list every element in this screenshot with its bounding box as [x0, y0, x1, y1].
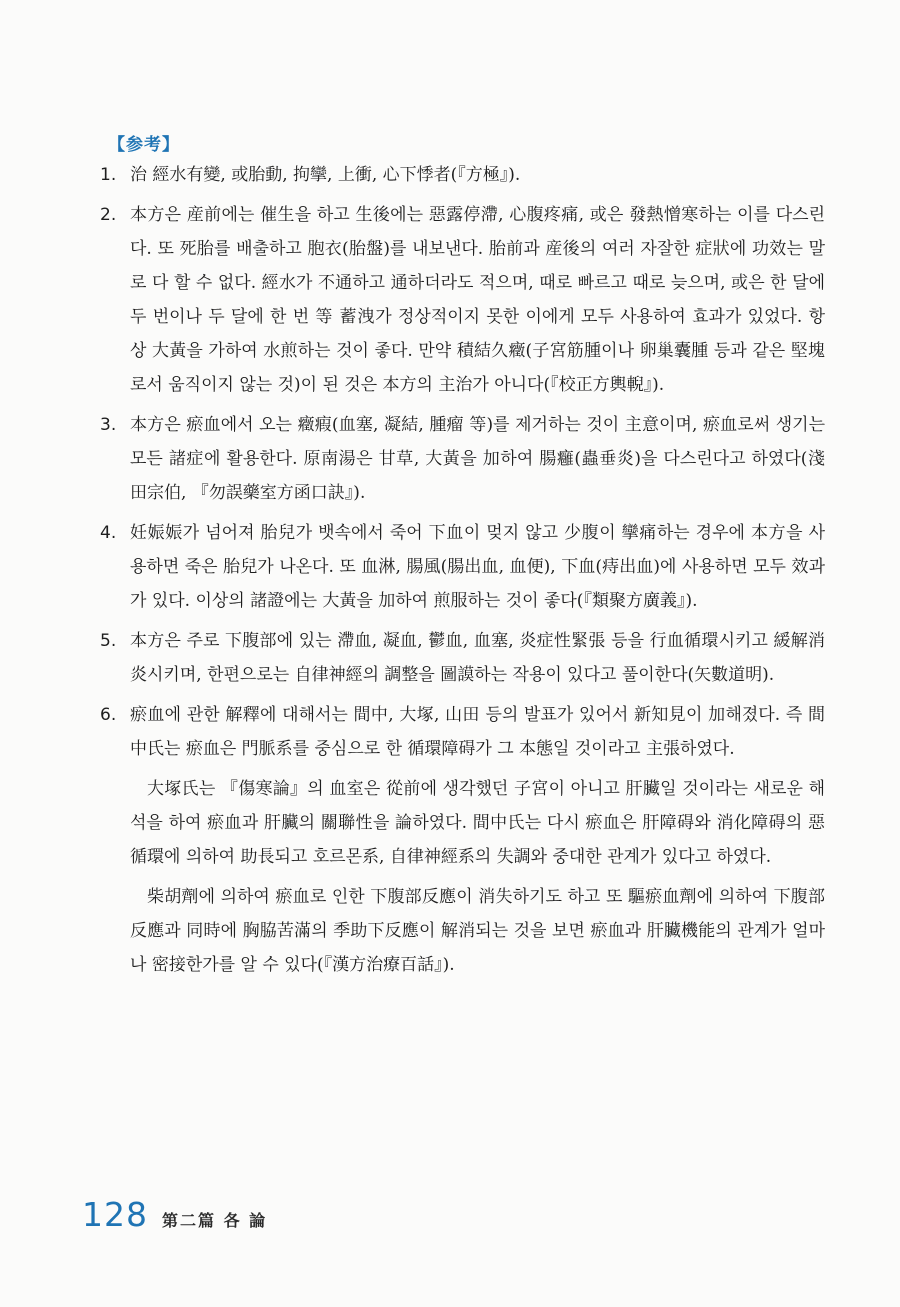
reference-body: [100, 158, 825, 988]
item-number: 3.: [100, 415, 117, 435]
reference-item-2: [100, 198, 825, 402]
item-number: 4.: [100, 523, 117, 543]
item-text: 本方은 産前에는 催生을 하고 生後에는 惡露停滯, 心腹疼痛, 或은 發熱憎寒하는 이를 다스린다. 또 死胎를 배출하고 胞衣(胎盤)를 내보낸다. 胎前과 産後의 여러 자잘한 症狀에 功效는 말로 다 할 수 없다. 經水가 不通하고 通하더라도 적으며, 때로 빠르고 때로 늦으며, 或은 한 달에 두 번이나 두 달에 한 번 等 蓄洩가 정상적이지 못한 이에게 모두 사용하여 효과가 있었다. 항상 大黃을 가하여 水煎하는 것이 좋다. 만약 積結久癥(子宮筋腫이나 卵巢囊腫 등과 같은 堅塊로서 움직이지 않는 것)이 된 것은 本方의 主治가 아니다(『校正方輿輗』).: [130, 205, 825, 395]
reference-item-6: [100, 698, 825, 766]
item-text: 本方은 주로 下腹部에 있는 滯血, 凝血, 鬱血, 血塞, 炎症性緊張 등을 行血循環시키고 緩解消炎시키며, 한편으로는 自律神經의 調整을 圖謨하는 작용이 있다고 풀이한다(矢數道明).: [130, 631, 825, 685]
page-number: 128: [82, 1195, 148, 1234]
item-text: 瘀血에 관한 解釋에 대해서는 間中, 大塚, 山田 등의 발표가 있어서 新知見이 加해졌다. 즉 間中氏는 瘀血은 門脈系를 중심으로 한 循環障碍가 그 本態일 것이라고 主張하였다.: [130, 705, 825, 759]
reference-item-5: [100, 624, 825, 692]
section-title: 【参考】: [108, 135, 180, 155]
reference-item-3: [100, 408, 825, 510]
item-number: 1.: [100, 165, 117, 185]
item-text: 妊娠娠가 넘어져 胎兒가 뱃속에서 죽어 下血이 멎지 않고 少腹이 攣痛하는 경우에 本方을 사용하면 죽은 胎兒가 나온다. 또 血淋, 腸風(腸出血, 血便), 下血(痔出血)에 사용하면 모두 效과가 있다. 이상의 諸證에는 大黃을 加하여 煎服하는 것이 좋다(『類聚方廣義』).: [130, 523, 825, 611]
continuation-paragraph: 大塚氏는 『傷寒論』의 血室은 從前에 생각했던 子宮이 아니고 肝臟일 것이라는 새로운 해석을 하여 瘀血과 肝臟의 關聯性을 論하였다. 間中氏는 다시 瘀血은 肝障碍와 消化障碍의 惡循環에 의하여 助長되고 호르몬系, 自律神經系의 失調와 중대한 관계가 있다고 하였다.: [130, 779, 825, 867]
item-text: 本方은 瘀血에서 오는 癥瘕(血塞, 凝結, 腫瘤 等)를 제거하는 것이 主意이며, 瘀血로써 생기는 모든 諸症에 활용한다. 原南湯은 甘草, 大黃을 加하여 腸癰(蟲垂炎)을 다스린다고 하였다(淺田宗伯, 『勿誤藥室方函口訣』).: [130, 415, 825, 503]
chapter-label: 第二篇 各 論: [162, 1211, 268, 1230]
reference-item-1: [100, 158, 825, 192]
item-number: 2.: [100, 205, 117, 225]
item-number: 6.: [100, 705, 117, 725]
continuation-paragraph: 柴胡劑에 의하여 瘀血로 인한 下腹部反應이 消失하기도 하고 또 驅瘀血劑에 의하여 下腹部反應과 同時에 胸脇苦滿의 季助下反應이 解消되는 것을 보면 瘀血과 肝臟機能의 관계가 얼마나 密接한가를 알 수 있다(『漢方治療百話』).: [130, 887, 825, 975]
page-footer: [82, 1195, 267, 1234]
reference-item-4: [100, 516, 825, 618]
item-text: 治 經水有變, 或胎動, 拘攣, 上衝, 心下悸者(『方極』).: [130, 165, 521, 185]
item-number: 5.: [100, 631, 117, 651]
